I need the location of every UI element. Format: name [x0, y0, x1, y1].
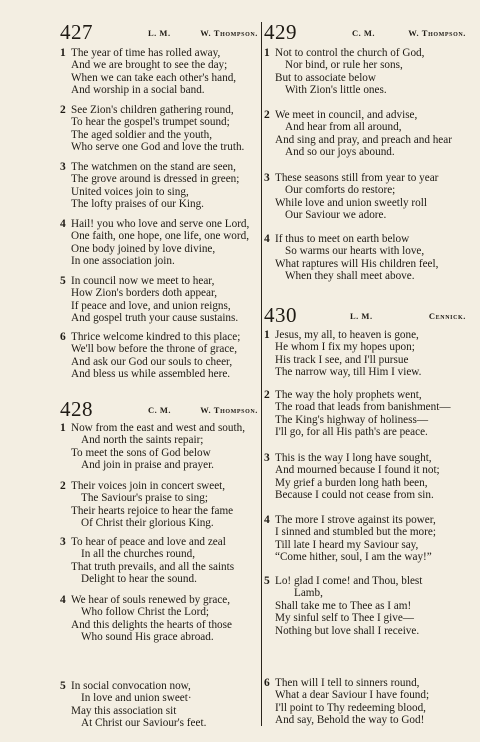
verse-line: And ask our God our souls to cheer, [71, 355, 233, 368]
hymn-header [60, 20, 258, 50]
verse-line: What raptures will His children feel, [275, 257, 439, 270]
verse-number: 2 [264, 389, 270, 401]
verse-number: 2 [60, 480, 66, 492]
verse-line: What a dear Saviour I have found; [275, 689, 430, 702]
stanza [60, 275, 258, 325]
verse-line: Who follow Christ the Lord; [81, 606, 210, 619]
stanza [60, 331, 258, 381]
verse-line: We'll bow before the throne of grace, [71, 343, 238, 356]
hymn-meter: L. M. [350, 311, 373, 321]
hymn-author: Cennick. [428, 311, 466, 321]
verse-line: The lofty praises of our King. [71, 198, 204, 211]
verse-line: Nothing but love shall I receive. [275, 624, 420, 637]
stanza [60, 480, 258, 530]
verse-line: Their hearts rejoice to hear the fame [71, 504, 234, 517]
hymn-author: W. Thompson. [408, 28, 466, 38]
verse-number: 1 [60, 422, 66, 434]
verse-line: In council now we meet to hear, [71, 275, 215, 287]
verse-line: The road that leads from banishment— [275, 401, 451, 414]
verse-number: 4 [60, 218, 66, 230]
verse-line: And we are brought to see the day; [71, 59, 228, 72]
verse-line: The year of time has rolled away, [71, 47, 221, 59]
verse-line: To hear the gospel's trumpet sound; [71, 116, 230, 129]
stanza [264, 389, 466, 439]
stanza [264, 47, 466, 97]
hymn-number: 430 [264, 303, 297, 327]
stanza [60, 680, 258, 730]
verse-number: 2 [264, 109, 270, 121]
verse-number: 3 [60, 161, 66, 173]
stanza [60, 536, 258, 586]
verse-line: In one association join. [71, 255, 175, 268]
verse-line: See Zion's children gathering round, [71, 104, 234, 116]
verse-line: And so our joys abound. [285, 146, 395, 159]
verse-line: And hear from all around, [285, 121, 402, 134]
verse-line: If thus to meet on earth below [275, 233, 410, 245]
stanza [264, 329, 466, 379]
stanza [60, 161, 258, 211]
verse-line: The way the holy prophets went, [275, 389, 422, 401]
verse-line: And this delights the hearts of those [71, 618, 232, 631]
verse-line: The watchmen on the stand are seen, [71, 161, 236, 173]
verse-line: I'll go, for all His path's are peace. [275, 426, 428, 439]
verse-line: The narrow way, till Him I view. [275, 366, 422, 379]
verse-line: And mourned because I found it not; [275, 464, 440, 477]
verse-line: Their voices join in concert sweet, [71, 480, 226, 492]
verse-line: And say, Behold the way to God! [275, 714, 425, 727]
verse-number: 5 [60, 275, 66, 287]
verse-line: Nor bind, or rule her sons, [285, 59, 403, 72]
verse-line: Shall take me to Thee as I am! [275, 599, 412, 612]
verse-number: 3 [60, 536, 66, 548]
stanza [264, 575, 466, 637]
verse-number: 1 [264, 329, 270, 341]
verse-line: Lo! glad I come! and Thou, blest [275, 575, 423, 587]
verse-number: 4 [264, 233, 270, 245]
verse-number: 6 [264, 677, 270, 689]
verse-number: 1 [264, 47, 270, 59]
verse-line: In social convocation now, [71, 680, 191, 692]
verse-line: Who sound His grace abroad. [81, 631, 214, 644]
verse-line: That truth prevails, and all the saints [71, 560, 235, 573]
verse-line: My sinful self to Thee I give— [275, 612, 414, 625]
hymn-meter: C. M. [148, 405, 172, 415]
verse-line: When they shall meet above. [285, 270, 415, 283]
stanza [264, 677, 466, 727]
verse-line: The more I strove against its power, [275, 514, 436, 526]
verse-line: Who serve one God and love the truth. [71, 141, 245, 154]
verse-number: 6 [60, 331, 66, 343]
verse-line: We meet in council, and advise, [275, 109, 418, 121]
verse-line: But to associate below [275, 71, 376, 84]
verse-line: The grove around is dressed in green; [71, 173, 240, 186]
verse-line: In all the churches round, [81, 548, 196, 561]
verse-number: 2 [60, 104, 66, 116]
verse-line: We hear of souls renewed by grace, [71, 594, 231, 606]
verse-line: And sing and pray, and preach and hear [275, 133, 452, 146]
stanza [60, 422, 258, 472]
hymn-number: 427 [60, 20, 93, 44]
verse-line: Not to control the church of God, [275, 47, 425, 59]
hymn-meter: C. M. [352, 28, 376, 38]
stanza [264, 452, 466, 502]
verse-number: 4 [264, 514, 270, 526]
verse-line: And gospel truth your cause sustains. [71, 312, 239, 325]
hymn-header [264, 20, 466, 50]
stanza [264, 233, 466, 283]
verse-number: 5 [264, 575, 270, 587]
verse-line: The Saviour's praise to sing; [81, 492, 208, 505]
verse-line: I'll point to Thy redeeming blood, [275, 701, 426, 714]
hymn-number: 428 [60, 397, 93, 421]
stanza [60, 47, 258, 97]
stanza [60, 218, 258, 268]
verse-line: Thrice welcome kindred to this place; [71, 331, 241, 343]
hymn-author: W. Thompson. [200, 28, 258, 38]
verse-line: These seasons still from year to year [275, 172, 439, 184]
verse-line: Jesus, my all, to heaven is gone, [275, 329, 419, 341]
verse-line: And north the saints repair; [81, 434, 204, 447]
stanza [264, 109, 466, 159]
verse-line: How Zion's borders doth appear, [71, 287, 218, 300]
verse-line: Because I could not cease from sin. [275, 489, 434, 502]
hymn-meter: L. M. [148, 28, 171, 38]
verse-line: The aged soldier and the youth, [71, 128, 213, 141]
verse-line: If peace and love, and union reigns, [71, 299, 231, 312]
verse-line: Till late I heard my Saviour say, [275, 538, 419, 551]
verse-line: To meet the sons of God below [71, 446, 211, 459]
verse-line: Of Christ their glorious King. [81, 517, 214, 530]
verse-line: He whom I fix my hopes upon; [275, 341, 415, 354]
verse-line: And join in praise and prayer. [81, 459, 214, 472]
verse-line: And worship in a social band. [71, 84, 205, 97]
verse-line: “Come hither, soul, I am the way!” [275, 551, 432, 564]
verse-line: Now from the east and west and south, [71, 422, 245, 434]
verse-line: At Christ our Saviour's feet. [81, 717, 207, 730]
verse-line: In love and union sweet· [81, 692, 192, 705]
verse-line: The King's highway of holiness— [275, 413, 429, 426]
verse-line: Then will I tell to sinners round, [275, 677, 420, 689]
verse-line: One faith, one hope, one life, one word, [71, 230, 250, 243]
verse-line: My grief a burden long hath been, [275, 476, 428, 489]
verse-line: May this association sit [71, 704, 177, 717]
verse-line: His track I see, and I'll pursue [275, 353, 409, 366]
hymn-number: 429 [264, 20, 297, 44]
verse-line: And bless us while assembled here. [71, 368, 231, 381]
column-divider [261, 22, 262, 726]
verse-line: Delight to hear the sound. [81, 573, 197, 586]
verse-number: 3 [264, 452, 270, 464]
verse-line: Hail! you who love and serve one Lord, [71, 218, 250, 230]
verse-line: Our comforts do restore; [285, 184, 396, 197]
stanza [60, 594, 258, 644]
verse-number: 5 [60, 680, 66, 692]
verse-line: When we can take each other's hand, [71, 71, 237, 84]
verse-number: 4 [60, 594, 66, 606]
verse-line: While love and union sweetly roll [275, 196, 427, 209]
verse-line: Lamb, [294, 587, 323, 600]
verse-line: This is the way I long have sought, [275, 452, 432, 464]
stanza [264, 172, 466, 222]
verse-line: With Zion's little ones. [285, 84, 387, 97]
verse-line: One body joined by love divine, [71, 242, 216, 255]
hymn-author: W. Thompson. [200, 405, 258, 415]
verse-number: 1 [60, 47, 66, 59]
verse-line: To hear of peace and love and zeal [71, 536, 226, 548]
verse-line: I sinned and stumbled but the more; [275, 526, 436, 539]
stanza [264, 514, 466, 564]
stanza [60, 104, 258, 154]
verse-number: 3 [264, 172, 270, 184]
verse-line: So warms our hearts with love, [285, 245, 425, 258]
verse-line: Our Saviour we adore. [285, 209, 387, 222]
verse-line: United voices join to sing, [71, 185, 189, 198]
